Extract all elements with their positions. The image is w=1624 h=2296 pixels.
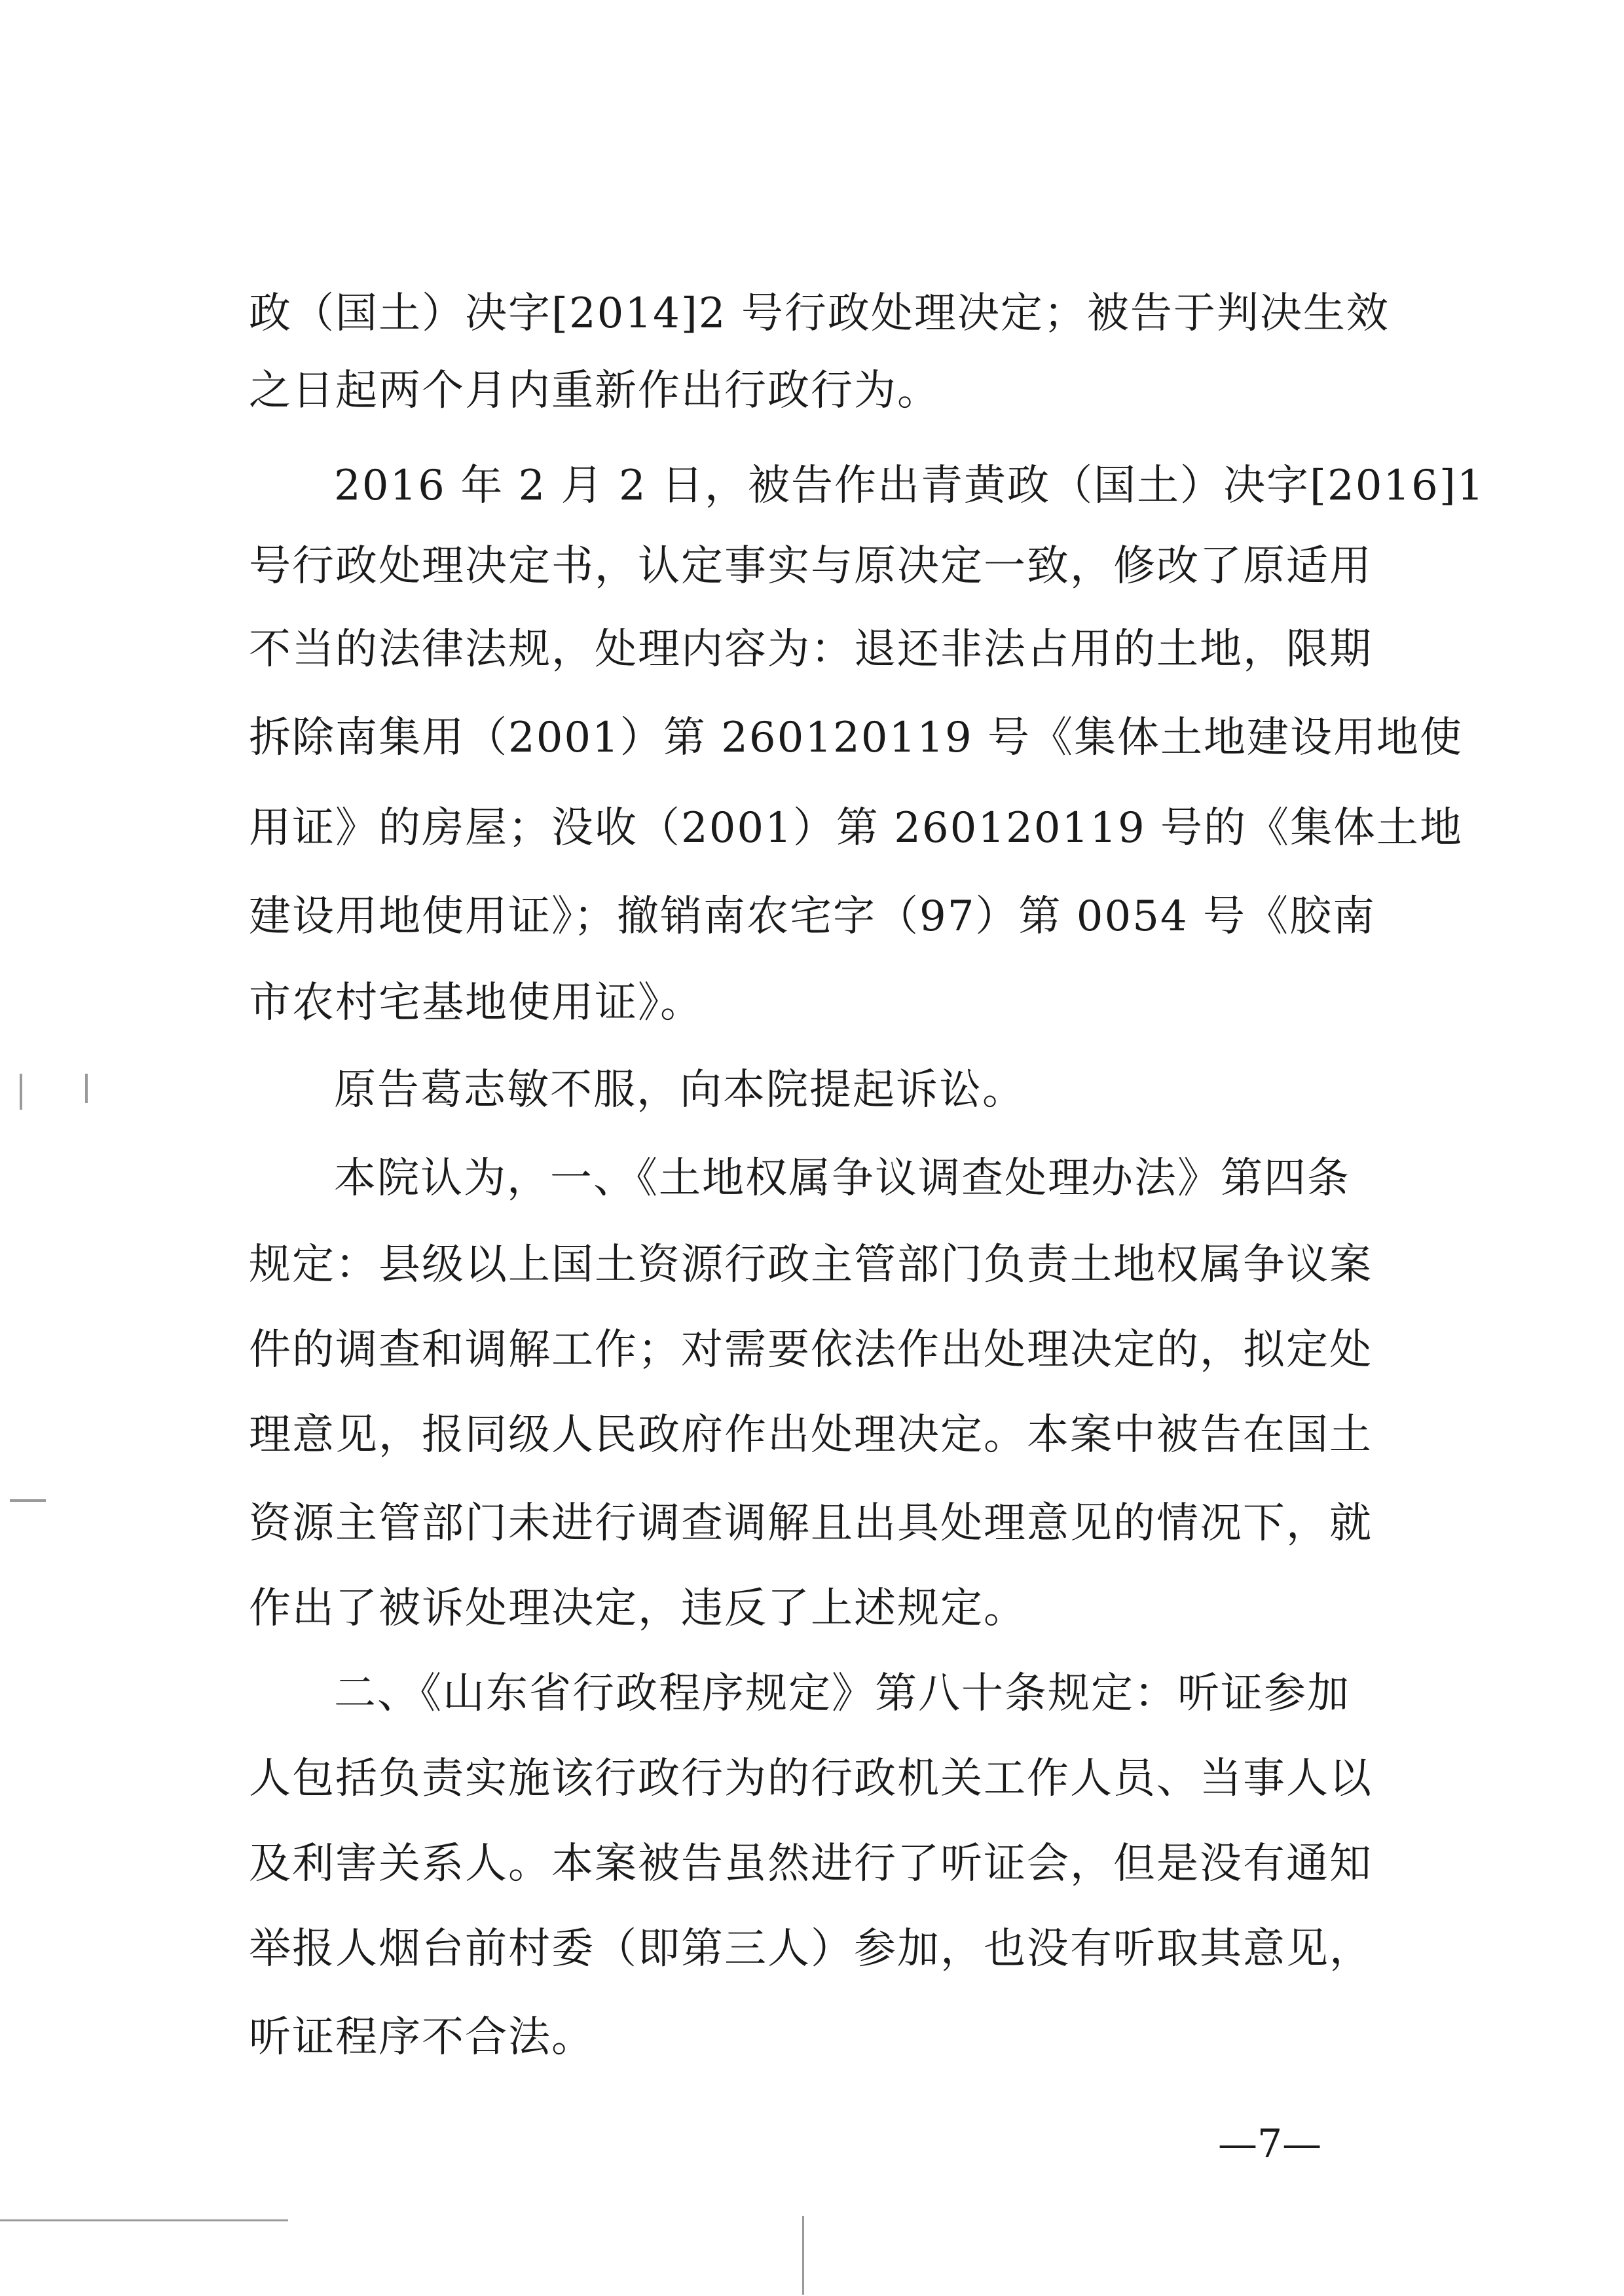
scan-mark [0,2219,288,2221]
text-line: 规定：县级以上国土资源行政主管部门负责土地权属争议案 [249,1241,1373,1289]
text-line: 2016 年 2 月 2 日，被告作出青黄政（国土）决字[2016]1 [334,462,1485,510]
text-line: 号行政处理决定书，认定事实与原决定一致，修改了原适用 [249,542,1373,591]
text-line: 原告葛志敏不服，向本院提起诉讼。 [334,1066,1025,1114]
text-line: 作出了被诉处理决定，违反了上述规定。 [249,1584,1027,1633]
text-line: 及利害关系人。本案被告虽然进行了听证会，但是没有通知 [249,1840,1373,1888]
text-line: 资源主管部门未进行调查调解且出具处理意见的情况下，就 [249,1499,1373,1548]
scan-mark [10,1499,46,1502]
text-line: 政（国土）决字[2014]2 号行政处理决定；被告于判决生效 [249,289,1390,338]
text-line: 不当的法律法规，处理内容为：退还非法占用的土地，限期 [249,625,1373,674]
text-line: 举报人烟台前村委（即第三人）参加，也没有听取其意见， [249,1925,1373,1973]
text-line: 之日起两个月内重新作出行政行为。 [249,367,940,415]
page-number: —7— [1218,2121,1322,2167]
text-line: 用证》的房屋；没收（2001）第 260120119 号的《集体土地 [249,804,1464,852]
text-line: 件的调查和调解工作；对需要依法作出处理决定的，拟定处 [249,1326,1373,1374]
scan-mark [85,1074,88,1103]
scan-mark [20,1074,22,1110]
scan-mark [802,2216,804,2295]
text-line: 理意见，报同级人民政府作出处理决定。本案中被告在国土 [249,1411,1373,1459]
text-line: 拆除南集用（2001）第 260120119 号《集体土地建设用地使 [249,714,1464,762]
text-line: 建设用地使用证》；撤销南农宅字（97）第 0054 号《胶南 [249,892,1376,941]
text-line: 本院认为，一、《土地权属争议调查处理办法》第四条 [334,1154,1350,1203]
text-line: 市农村宅基地使用证》。 [249,979,703,1027]
text-line: 听证程序不合法。 [249,2013,595,2062]
text-line: 人包括负责实施该行政行为的行政机关工作人员、当事人以 [249,1755,1373,1803]
text-line: 二、《山东省行政程序规定》第八十条规定：听证参加 [334,1669,1350,1718]
